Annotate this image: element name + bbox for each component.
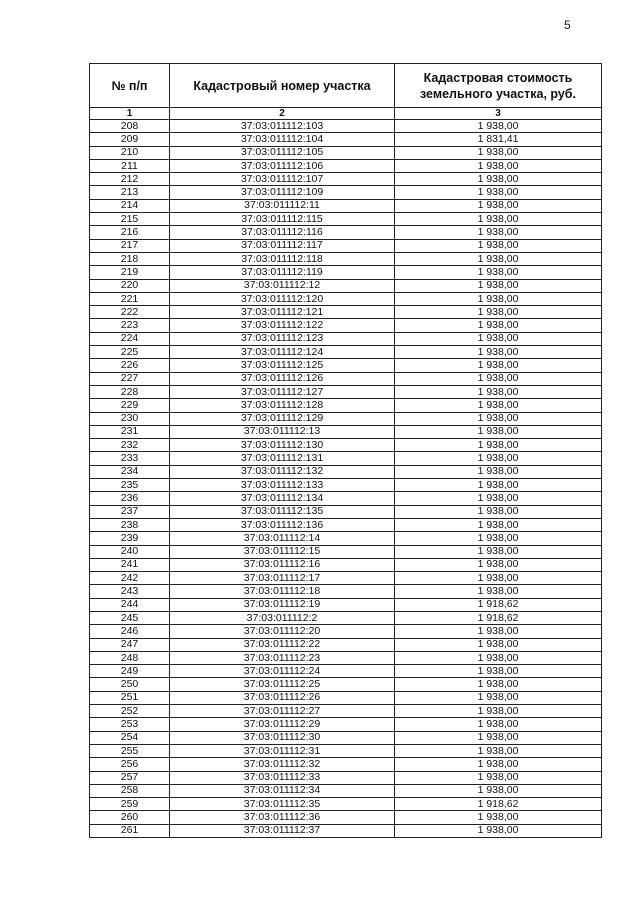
table-row (90, 558, 602, 571)
cadastral-value: 1 938,00 (395, 186, 602, 199)
cadastral-number: 37:03:011112:117 (170, 239, 395, 252)
row-number: 210 (90, 146, 170, 159)
cadastral-number: 37:03:011112:103 (170, 120, 395, 133)
table-row (90, 625, 602, 638)
table-row (90, 120, 602, 133)
cadastral-number: 37:03:011112:31 (170, 744, 395, 757)
cadastral-value: 1 938,00 (395, 332, 602, 345)
cadastral-value: 1 938,00 (395, 173, 602, 186)
cadastral-value: 1 938,00 (395, 120, 602, 133)
cadastral-number: 37:03:011112:25 (170, 678, 395, 691)
cadastral-number: 37:03:011112:120 (170, 292, 395, 305)
row-number: 223 (90, 319, 170, 332)
cadastral-number: 37:03:011112:33 (170, 771, 395, 784)
cadastral-value: 1 938,00 (395, 412, 602, 425)
cadastral-number: 37:03:011112:17 (170, 572, 395, 585)
cadastral-number: 37:03:011112:109 (170, 186, 395, 199)
cadastral-value: 1 938,00 (395, 292, 602, 305)
row-number: 239 (90, 532, 170, 545)
cadastral-value: 1 938,00 (395, 146, 602, 159)
header-cadastral-number: Кадастровый номер участка (170, 64, 395, 108)
row-number: 216 (90, 226, 170, 239)
cadastral-value: 1 938,00 (395, 479, 602, 492)
row-number: 235 (90, 479, 170, 492)
cadastral-value: 1 938,00 (395, 585, 602, 598)
table-row (90, 505, 602, 518)
cadastral-number: 37:03:011112:18 (170, 585, 395, 598)
row-number: 237 (90, 505, 170, 518)
cadastral-value: 1 938,00 (395, 239, 602, 252)
row-number: 227 (90, 372, 170, 385)
row-number: 221 (90, 292, 170, 305)
row-number: 256 (90, 758, 170, 771)
table-row (90, 279, 602, 292)
cadastral-value: 1 938,00 (395, 505, 602, 518)
table-row (90, 758, 602, 771)
row-number: 234 (90, 465, 170, 478)
row-number: 214 (90, 199, 170, 212)
table-row (90, 651, 602, 664)
cadastral-value: 1 938,00 (395, 824, 602, 837)
cadastral-number: 37:03:011112:134 (170, 492, 395, 505)
cadastral-number: 37:03:011112:131 (170, 452, 395, 465)
row-number: 240 (90, 545, 170, 558)
row-number: 229 (90, 399, 170, 412)
table-row (90, 319, 602, 332)
cadastral-value: 1 938,00 (395, 385, 602, 398)
row-number: 250 (90, 678, 170, 691)
cadastral-number: 37:03:011112:2 (170, 611, 395, 624)
cadastral-number: 37:03:011112:12 (170, 279, 395, 292)
row-number: 261 (90, 824, 170, 837)
cadastral-number: 37:03:011112:11 (170, 199, 395, 212)
cadastral-value: 1 938,00 (395, 213, 602, 226)
cadastral-value: 1 938,00 (395, 399, 602, 412)
cadastral-number: 37:03:011112:34 (170, 784, 395, 797)
cadastral-number: 37:03:011112:27 (170, 705, 395, 718)
cadastral-value: 1 938,00 (395, 625, 602, 638)
row-number: 225 (90, 346, 170, 359)
row-number: 245 (90, 611, 170, 624)
cadastral-value: 1 938,00 (395, 306, 602, 319)
cadastral-number: 37:03:011112:124 (170, 346, 395, 359)
row-number: 258 (90, 784, 170, 797)
cadastral-value: 1 938,00 (395, 731, 602, 744)
cadastral-number: 37:03:011112:14 (170, 532, 395, 545)
cadastral-value: 1 938,00 (395, 266, 602, 279)
row-number: 217 (90, 239, 170, 252)
table-row (90, 784, 602, 797)
table-row (90, 252, 602, 265)
table-row (90, 598, 602, 611)
table-row (90, 306, 602, 319)
cadastral-value: 1 938,00 (395, 439, 602, 452)
row-number: 224 (90, 332, 170, 345)
table-row (90, 678, 602, 691)
table-row (90, 425, 602, 438)
cadastral-value: 1 938,00 (395, 319, 602, 332)
cadastral-number: 37:03:011112:26 (170, 691, 395, 704)
cadastral-number: 37:03:011112:37 (170, 824, 395, 837)
row-number: 222 (90, 306, 170, 319)
row-number: 260 (90, 811, 170, 824)
cadastral-value: 1 938,00 (395, 758, 602, 771)
cadastral-number: 37:03:011112:125 (170, 359, 395, 372)
cadastral-number: 37:03:011112:19 (170, 598, 395, 611)
table-row (90, 705, 602, 718)
row-number: 247 (90, 638, 170, 651)
header-num: № п/п (90, 64, 170, 108)
column-index-row (90, 108, 602, 120)
cadastral-number: 37:03:011112:20 (170, 625, 395, 638)
row-number: 220 (90, 279, 170, 292)
table-row (90, 146, 602, 159)
cadastral-number: 37:03:011112:105 (170, 146, 395, 159)
cadastral-number: 37:03:011112:106 (170, 159, 395, 172)
table-row (90, 385, 602, 398)
row-number: 248 (90, 651, 170, 664)
table-row (90, 479, 602, 492)
table-row (90, 518, 602, 531)
cadastral-number: 37:03:011112:119 (170, 266, 395, 279)
cadastral-value: 1 938,00 (395, 718, 602, 731)
cadastral-value: 1 938,00 (395, 784, 602, 797)
row-number: 226 (90, 359, 170, 372)
row-number: 228 (90, 385, 170, 398)
cadastral-value: 1 938,00 (395, 678, 602, 691)
table-row (90, 292, 602, 305)
table-row (90, 611, 602, 624)
table-row (90, 744, 602, 757)
table-row (90, 213, 602, 226)
row-number: 231 (90, 425, 170, 438)
table-row (90, 239, 602, 252)
table-row (90, 585, 602, 598)
cadastral-value: 1 938,00 (395, 465, 602, 478)
cadastral-number: 37:03:011112:129 (170, 412, 395, 425)
table-row (90, 691, 602, 704)
table-row (90, 226, 602, 239)
row-number: 209 (90, 133, 170, 146)
table-row (90, 731, 602, 744)
cadastral-value: 1 938,00 (395, 425, 602, 438)
table-row (90, 465, 602, 478)
row-number: 254 (90, 731, 170, 744)
cadastral-number: 37:03:011112:24 (170, 665, 395, 678)
table-row (90, 399, 602, 412)
table-row (90, 186, 602, 199)
cadastral-value: 1 938,00 (395, 279, 602, 292)
table-row (90, 572, 602, 585)
row-number: 251 (90, 691, 170, 704)
table-body (90, 120, 602, 838)
row-number: 241 (90, 558, 170, 571)
cadastral-value: 1 938,00 (395, 346, 602, 359)
cadastral-number: 37:03:011112:121 (170, 306, 395, 319)
cadastral-number: 37:03:011112:122 (170, 319, 395, 332)
cadastral-number: 37:03:011112:126 (170, 372, 395, 385)
cadastral-value: 1 938,00 (395, 545, 602, 558)
table-row (90, 638, 602, 651)
table-row (90, 771, 602, 784)
cadastral-value: 1 938,00 (395, 665, 602, 678)
cadastral-number: 37:03:011112:23 (170, 651, 395, 664)
table-header-row (90, 64, 602, 108)
cadastral-number: 37:03:011112:13 (170, 425, 395, 438)
header-cadastral-value: Кадастровая стоимость земельного участка, руб. (395, 64, 602, 108)
row-number: 211 (90, 159, 170, 172)
cadastral-value: 1 918,62 (395, 798, 602, 811)
cadastral-value: 1 938,00 (395, 492, 602, 505)
cadastral-value: 1 938,00 (395, 558, 602, 571)
cadastral-value: 1 938,00 (395, 651, 602, 664)
row-number: 249 (90, 665, 170, 678)
cadastral-number: 37:03:011112:130 (170, 439, 395, 452)
table-row (90, 545, 602, 558)
cadastral-number: 37:03:011112:30 (170, 731, 395, 744)
cadastral-number: 37:03:011112:135 (170, 505, 395, 518)
cadastral-value: 1 938,00 (395, 811, 602, 824)
column-index-1: 1 (90, 108, 170, 120)
row-number: 233 (90, 452, 170, 465)
table-row (90, 133, 602, 146)
cadastral-number: 37:03:011112:132 (170, 465, 395, 478)
table-row (90, 199, 602, 212)
table-row (90, 824, 602, 837)
row-number: 213 (90, 186, 170, 199)
cadastral-value: 1 938,00 (395, 744, 602, 757)
cadastral-value: 1 938,00 (395, 691, 602, 704)
cadastral-number: 37:03:011112:22 (170, 638, 395, 651)
cadastral-number: 37:03:011112:123 (170, 332, 395, 345)
table-row (90, 266, 602, 279)
table-row (90, 159, 602, 172)
cadastral-number: 37:03:011112:128 (170, 399, 395, 412)
cadastral-number: 37:03:011112:136 (170, 518, 395, 531)
cadastral-value: 1 938,00 (395, 532, 602, 545)
page-number: 5 (564, 18, 571, 32)
table-row (90, 665, 602, 678)
row-number: 255 (90, 744, 170, 757)
row-number: 243 (90, 585, 170, 598)
cadastral-value: 1 938,00 (395, 452, 602, 465)
cadastral-number: 37:03:011112:29 (170, 718, 395, 731)
table-row (90, 346, 602, 359)
cadastral-value: 1 938,00 (395, 359, 602, 372)
row-number: 242 (90, 572, 170, 585)
table-row (90, 412, 602, 425)
cadastral-number: 37:03:011112:104 (170, 133, 395, 146)
cadastral-value: 1 938,00 (395, 252, 602, 265)
row-number: 218 (90, 252, 170, 265)
table-row (90, 452, 602, 465)
row-number: 246 (90, 625, 170, 638)
cadastral-value: 1 918,62 (395, 598, 602, 611)
cadastral-value: 1 938,00 (395, 226, 602, 239)
cadastral-value: 1 938,00 (395, 771, 602, 784)
table-row (90, 492, 602, 505)
cadastral-number: 37:03:011112:127 (170, 385, 395, 398)
row-number: 208 (90, 120, 170, 133)
row-number: 230 (90, 412, 170, 425)
table-row (90, 439, 602, 452)
row-number: 232 (90, 439, 170, 452)
cadastral-value: 1 938,00 (395, 638, 602, 651)
cadastral-value: 1 831,41 (395, 133, 602, 146)
row-number: 244 (90, 598, 170, 611)
table-row (90, 532, 602, 545)
row-number: 215 (90, 213, 170, 226)
row-number: 257 (90, 771, 170, 784)
row-number: 259 (90, 798, 170, 811)
cadastral-number: 37:03:011112:115 (170, 213, 395, 226)
cadastral-number: 37:03:011112:36 (170, 811, 395, 824)
cadastral-number: 37:03:011112:35 (170, 798, 395, 811)
row-number: 212 (90, 173, 170, 186)
column-index-3: 3 (395, 108, 602, 120)
table-row (90, 173, 602, 186)
table-row (90, 332, 602, 345)
table-row (90, 372, 602, 385)
cadastral-number: 37:03:011112:133 (170, 479, 395, 492)
row-number: 252 (90, 705, 170, 718)
cadastral-value: 1 938,00 (395, 199, 602, 212)
cadastral-value: 1 938,00 (395, 372, 602, 385)
row-number: 219 (90, 266, 170, 279)
cadastral-value: 1 938,00 (395, 572, 602, 585)
row-number: 238 (90, 518, 170, 531)
cadastral-value: 1 938,00 (395, 705, 602, 718)
row-number: 253 (90, 718, 170, 731)
cadastral-number: 37:03:011112:16 (170, 558, 395, 571)
cadastral-number: 37:03:011112:15 (170, 545, 395, 558)
cadastral-number: 37:03:011112:107 (170, 173, 395, 186)
table-row (90, 798, 602, 811)
row-number: 236 (90, 492, 170, 505)
table-row (90, 359, 602, 372)
table-row (90, 811, 602, 824)
column-index-2: 2 (170, 108, 395, 120)
cadastral-value: 1 918,62 (395, 611, 602, 624)
cadastral-value: 1 938,00 (395, 159, 602, 172)
cadastral-number: 37:03:011112:32 (170, 758, 395, 771)
cadastral-value: 1 938,00 (395, 518, 602, 531)
cadastral-number: 37:03:011112:116 (170, 226, 395, 239)
cadastral-value-table (89, 63, 602, 838)
cadastral-number: 37:03:011112:118 (170, 252, 395, 265)
table-row (90, 718, 602, 731)
